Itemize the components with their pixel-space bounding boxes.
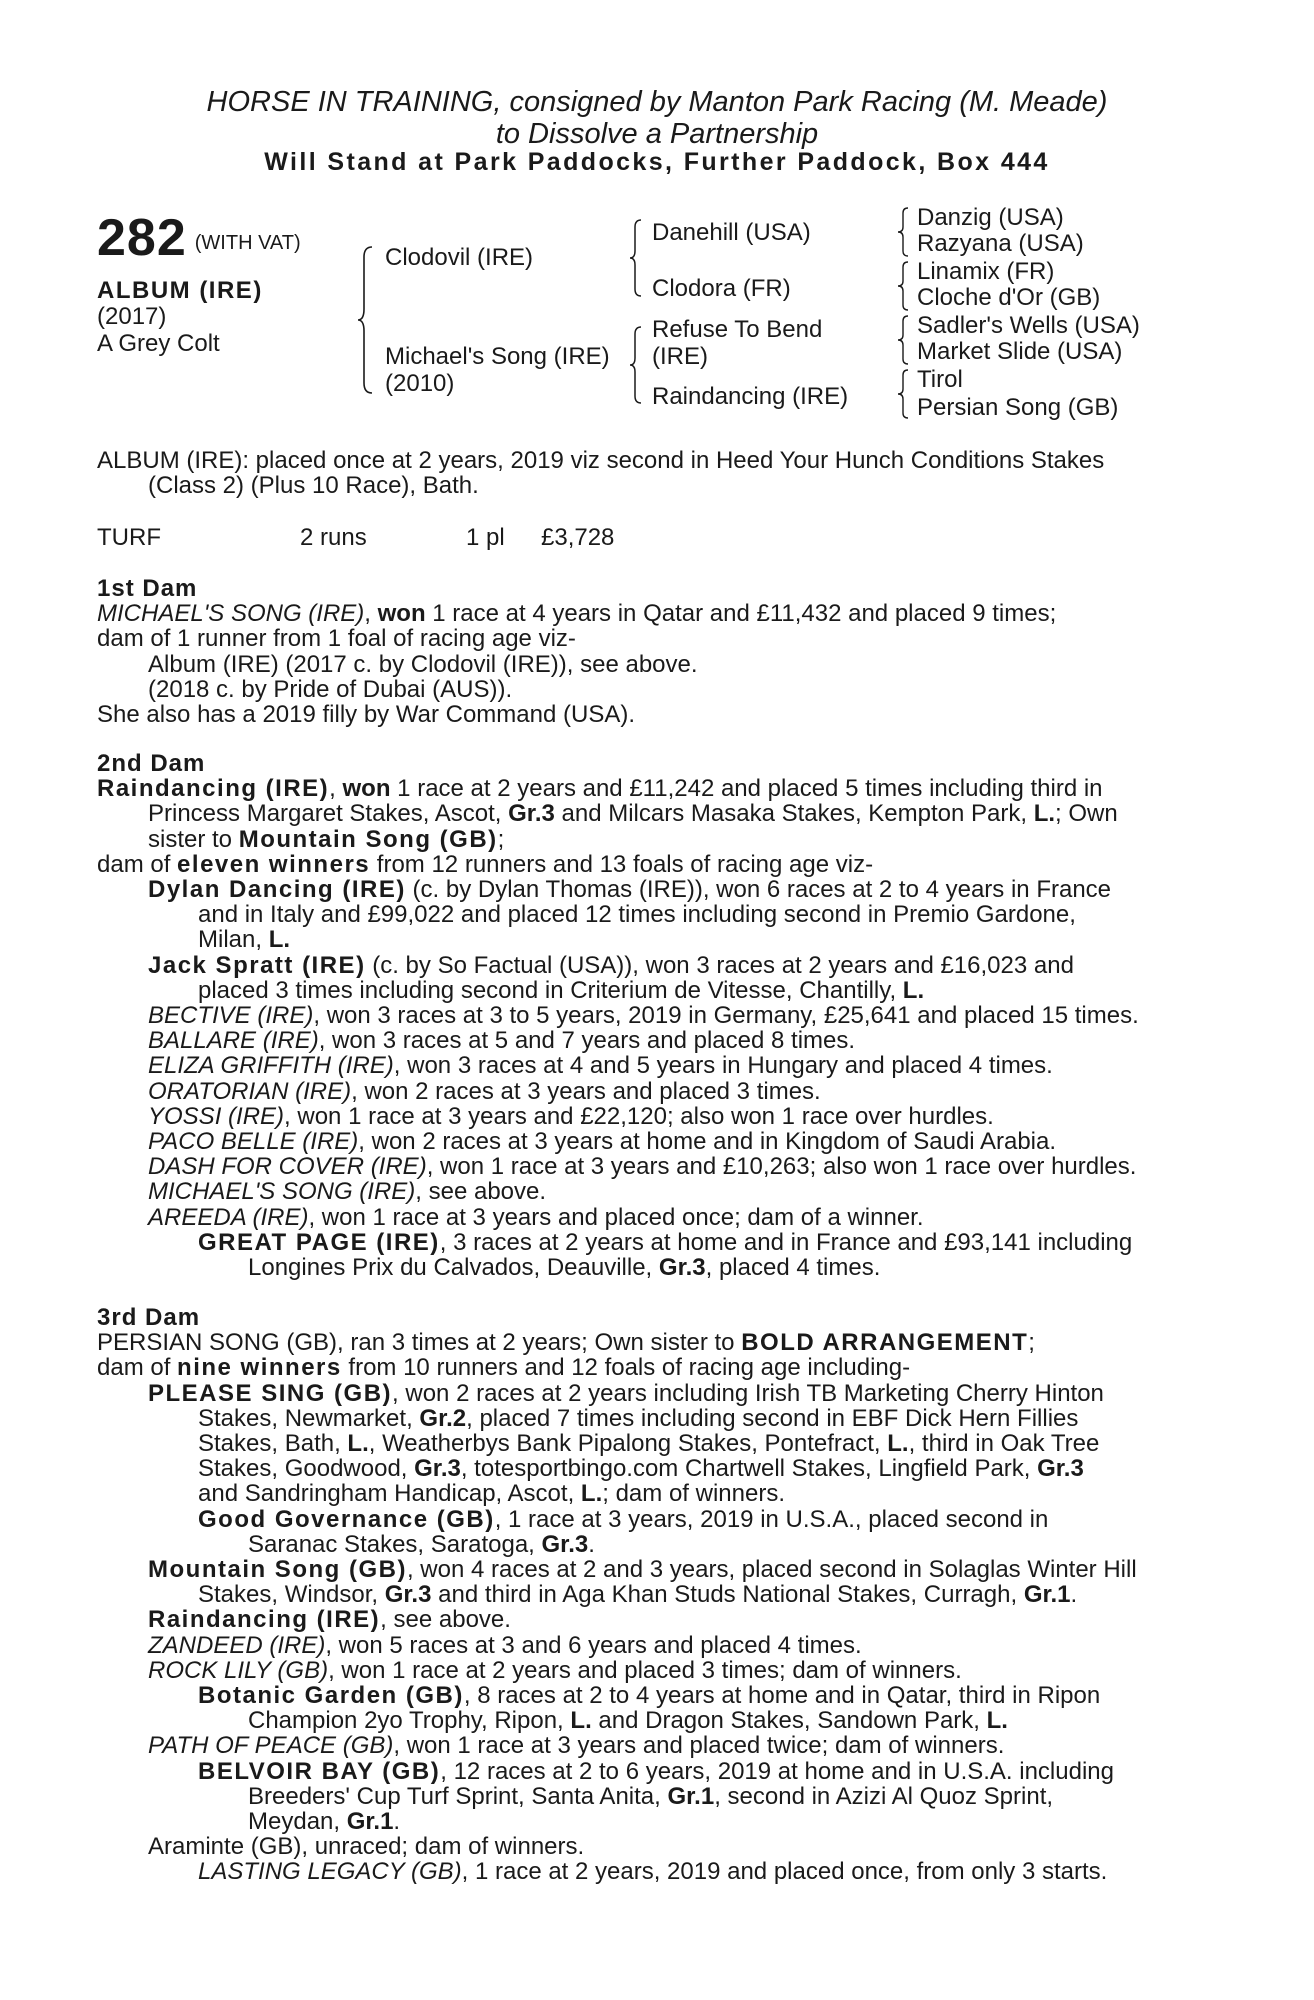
progeny-line: ROCK LILY (GB), won 1 race at 2 years and placed 3 times; dam of winners. [148, 1656, 962, 1684]
race-summary [97, 448, 1212, 498]
progeny-line: BALLARE (IRE), won 3 races at 5 and 7 years and placed 8 times. [148, 1027, 856, 1055]
dam-line: dam of eleven winners from 12 runners and 13 foals of racing age viz- [97, 850, 874, 878]
pedigree-sire: Clodovil (IRE) [385, 244, 534, 271]
turf-record [97, 525, 1212, 551]
progeny-line: PACO BELLE (IRE), won 2 races at 3 years at home and in Kingdom of Saudi Arabia. [148, 1128, 1057, 1156]
dam-line: Raindancing (IRE), won 1 race at 2 years and £11,242 and placed 5 times including third in [97, 775, 1103, 803]
second-dam-section [97, 751, 1212, 1280]
progeny-line: ELIZA GRIFFITH (IRE), won 3 races at 4 and 5 years in Hungary and placed 4 times. [148, 1052, 1053, 1080]
pedigree-g3: Linamix (FR) [917, 258, 1055, 285]
progeny-line: Raindancing (IRE), see above. [148, 1606, 511, 1634]
turf-runs: 2 runs [300, 524, 367, 551]
progeny-line: and Sandringham Handicap, Ascot, L.; dam of winners. [198, 1480, 785, 1508]
pedigree-g1: Danzig (USA) [917, 204, 1064, 231]
lot-number: 282 [97, 209, 187, 267]
section-heading: 2nd Dam [97, 750, 206, 777]
progeny-line: Milan, L. [198, 926, 291, 954]
progeny-line: and in Italy and £99,022 and placed 12 times including second in Premio Gardone, [198, 901, 1076, 929]
progeny-line: DASH FOR COVER (IRE), won 1 race at 3 years and £10,263; also won 1 race over hurdles. [148, 1153, 1137, 1181]
progeny-line: LASTING LEGACY (GB), 1 race at 2 years, 2019 and placed once, from only 3 starts. [198, 1858, 1108, 1886]
summary-line: (Class 2) (Plus 10 Race), Bath. [148, 472, 479, 500]
vat-note: (WITH VAT) [194, 232, 301, 254]
pedigree-dam-sire: Refuse To Bend [652, 316, 823, 343]
progeny-line: BELVOIR BAY (GB), 12 races at 2 to 6 years, 2019 at home and in U.S.A. including [198, 1757, 1114, 1785]
progeny-line: placed 3 times including second in Criterium de Vitesse, Chantilly, L. [198, 976, 925, 1004]
third-dam-section [97, 1305, 1212, 1885]
lot-heading [97, 208, 301, 268]
progeny-line: Meydan, Gr.1. [248, 1808, 401, 1836]
progeny-line: Good Governance (GB), 1 race at 3 years, 2019 in U.S.A., placed second in [198, 1505, 1049, 1533]
pedigree-brace-sire [628, 218, 644, 298]
pedigree-dam: Michael's Song (IRE) [385, 343, 610, 370]
consignor-line: HORSE IN TRAINING, consigned by Manton Park Racing (M. Meade) [206, 86, 1108, 118]
progeny-line: Champion 2yo Trophy, Ripon, L. and Dragon Stakes, Sandown Park, L. [248, 1707, 1008, 1735]
dam-line: sister to Mountain Song (GB); [148, 825, 505, 853]
dam-line: dam of nine winners from 10 runners and 12 foals of racing age including- [97, 1354, 911, 1382]
progeny-line: GREAT PAGE (IRE), 3 races at 2 years at home and in France and £93,141 including [198, 1228, 1133, 1256]
progeny-line: YOSSI (IRE), won 1 race at 3 years and £22,120; also won 1 race over hurdles. [148, 1102, 994, 1130]
section-heading: 3rd Dam [97, 1304, 201, 1331]
dam-line: MICHAEL'S SONG (IRE), won 1 race at 4 years in Qatar and £11,432 and placed 9 times; [97, 600, 1057, 628]
progeny-line: MICHAEL'S SONG (IRE), see above. [148, 1178, 547, 1206]
progeny-line: Botanic Garden (GB), 8 races at 2 to 4 years at home and in Qatar, third in Ripon [198, 1682, 1101, 1710]
progeny-line: Album (IRE) (2017 c. by Clodovil (IRE)), see above. [148, 650, 698, 678]
dam-line: Princess Margaret Stakes, Ascot, Gr.3 and Milcars Masaka Stakes, Kempton Park, L.; Own [148, 800, 1118, 828]
pedigree-brace-g2 [896, 260, 910, 312]
first-dam-section [97, 576, 1212, 727]
pedigree-g4: Cloche d'Or (GB) [917, 284, 1101, 311]
progeny-line: Saranac Stakes, Saratoga, Gr.3. [248, 1530, 595, 1558]
progeny-line: Stakes, Newmarket, Gr.2, placed 7 times including second in EBF Dick Hern Fillies [198, 1404, 1079, 1432]
pedigree-g2: Razyana (USA) [917, 230, 1084, 257]
progeny-line: Stakes, Bath, L., Weatherbys Bank Pipalong Stakes, Pontefract, L., third in Oak Tree [198, 1430, 1100, 1458]
pedigree-brace-dam [628, 325, 644, 405]
horse-name: ALBUM (IRE) [97, 277, 263, 304]
pedigree-dam-year: (2010) [385, 370, 455, 397]
pedigree-dam-sire-country: (IRE) [652, 343, 708, 370]
sale-reason-line: to Dissolve a Partnership [495, 118, 819, 150]
summary-line: ALBUM (IRE): placed once at 2 years, 2019 viz second in Heed Your Hunch Conditions Stakes [97, 447, 1105, 474]
pedigree-sire-sire: Danehill (USA) [652, 219, 811, 246]
progeny-line: Jack Spratt (IRE) (c. by So Factual (USA)), won 3 races at 2 years and £16,023 and [148, 951, 1074, 979]
progeny-line: (2018 c. by Pride of Dubai (AUS)). [148, 675, 513, 703]
pedigree-brace-main [356, 245, 376, 395]
turf-earnings: £3,728 [541, 524, 615, 551]
pedigree-g5: Sadler's Wells (USA) [917, 312, 1140, 339]
progeny-line: Stakes, Windsor, Gr.3 and third in Aga Khan Studs National Stakes, Curragh, Gr.1. [198, 1581, 1078, 1609]
progeny-line: AREEDA (IRE), won 1 race at 3 years and placed once; dam of a winner. [148, 1203, 924, 1231]
turf-label: TURF [97, 524, 161, 551]
progeny-line: Longines Prix du Calvados, Deauville, Gr.3, placed 4 times. [248, 1254, 881, 1282]
dam-line: dam of 1 runner from 1 foal of racing age viz- [97, 625, 576, 653]
pedigree-sire-dam: Clodora (FR) [652, 275, 791, 302]
pedigree-g7: Tirol [917, 366, 963, 393]
pedigree-g6: Market Slide (USA) [917, 338, 1123, 365]
progeny-line: PLEASE SING (GB), won 2 races at 2 years including Irish TB Marketing Cherry Hinton [148, 1379, 1104, 1407]
horse-description: A Grey Colt [97, 330, 220, 357]
progeny-line: BECTIVE (IRE), won 3 races at 3 to 5 years, 2019 in Germany, £25,641 and placed 15 times. [148, 1002, 1139, 1030]
pedigree-brace-g4 [896, 368, 910, 420]
progeny-line: Dylan Dancing (IRE) (c. by Dylan Thomas (IRE)), won 6 races at 2 to 4 years in France [148, 876, 1112, 904]
pedigree-g8: Persian Song (GB) [917, 394, 1119, 421]
section-heading: 1st Dam [97, 575, 198, 602]
pedigree-dam-dam: Raindancing (IRE) [652, 383, 849, 410]
pedigree-brace-g1 [896, 206, 910, 258]
progeny-line: ORATORIAN (IRE), won 2 races at 3 years and placed 3 times. [148, 1077, 821, 1105]
location-line: Will Stand at Park Paddocks, Further Paddock, Box 444 [264, 148, 1050, 176]
progeny-line: Stakes, Goodwood, Gr.3, totesportbingo.com Chartwell Stakes, Lingfield Park, Gr.3 [198, 1455, 1084, 1483]
progeny-line: Breeders' Cup Turf Sprint, Santa Anita, Gr.1, second in Azizi Al Quoz Sprint, [248, 1782, 1054, 1810]
horse-year: (2017) [97, 303, 167, 330]
progeny-line: Araminte (GB), unraced; dam of winners. [148, 1833, 585, 1861]
turf-placed: 1 pl [466, 524, 505, 551]
progeny-line: PATH OF PEACE (GB), won 1 race at 3 years and placed twice; dam of winners. [148, 1732, 1005, 1760]
dam-line: PERSIAN SONG (GB), ran 3 times at 2 years; Own sister to BOLD ARRANGEMENT; [97, 1329, 1035, 1357]
pedigree-brace-g3 [896, 314, 910, 366]
progeny-line: ZANDEED (IRE), won 5 races at 3 and 6 years and placed 4 times. [148, 1631, 862, 1659]
progeny-line: Mountain Song (GB), won 4 races at 2 and 3 years, placed second in Solaglas Winter Hill [148, 1556, 1137, 1584]
dam-line: She also has a 2019 filly by War Command (USA). [97, 701, 635, 729]
